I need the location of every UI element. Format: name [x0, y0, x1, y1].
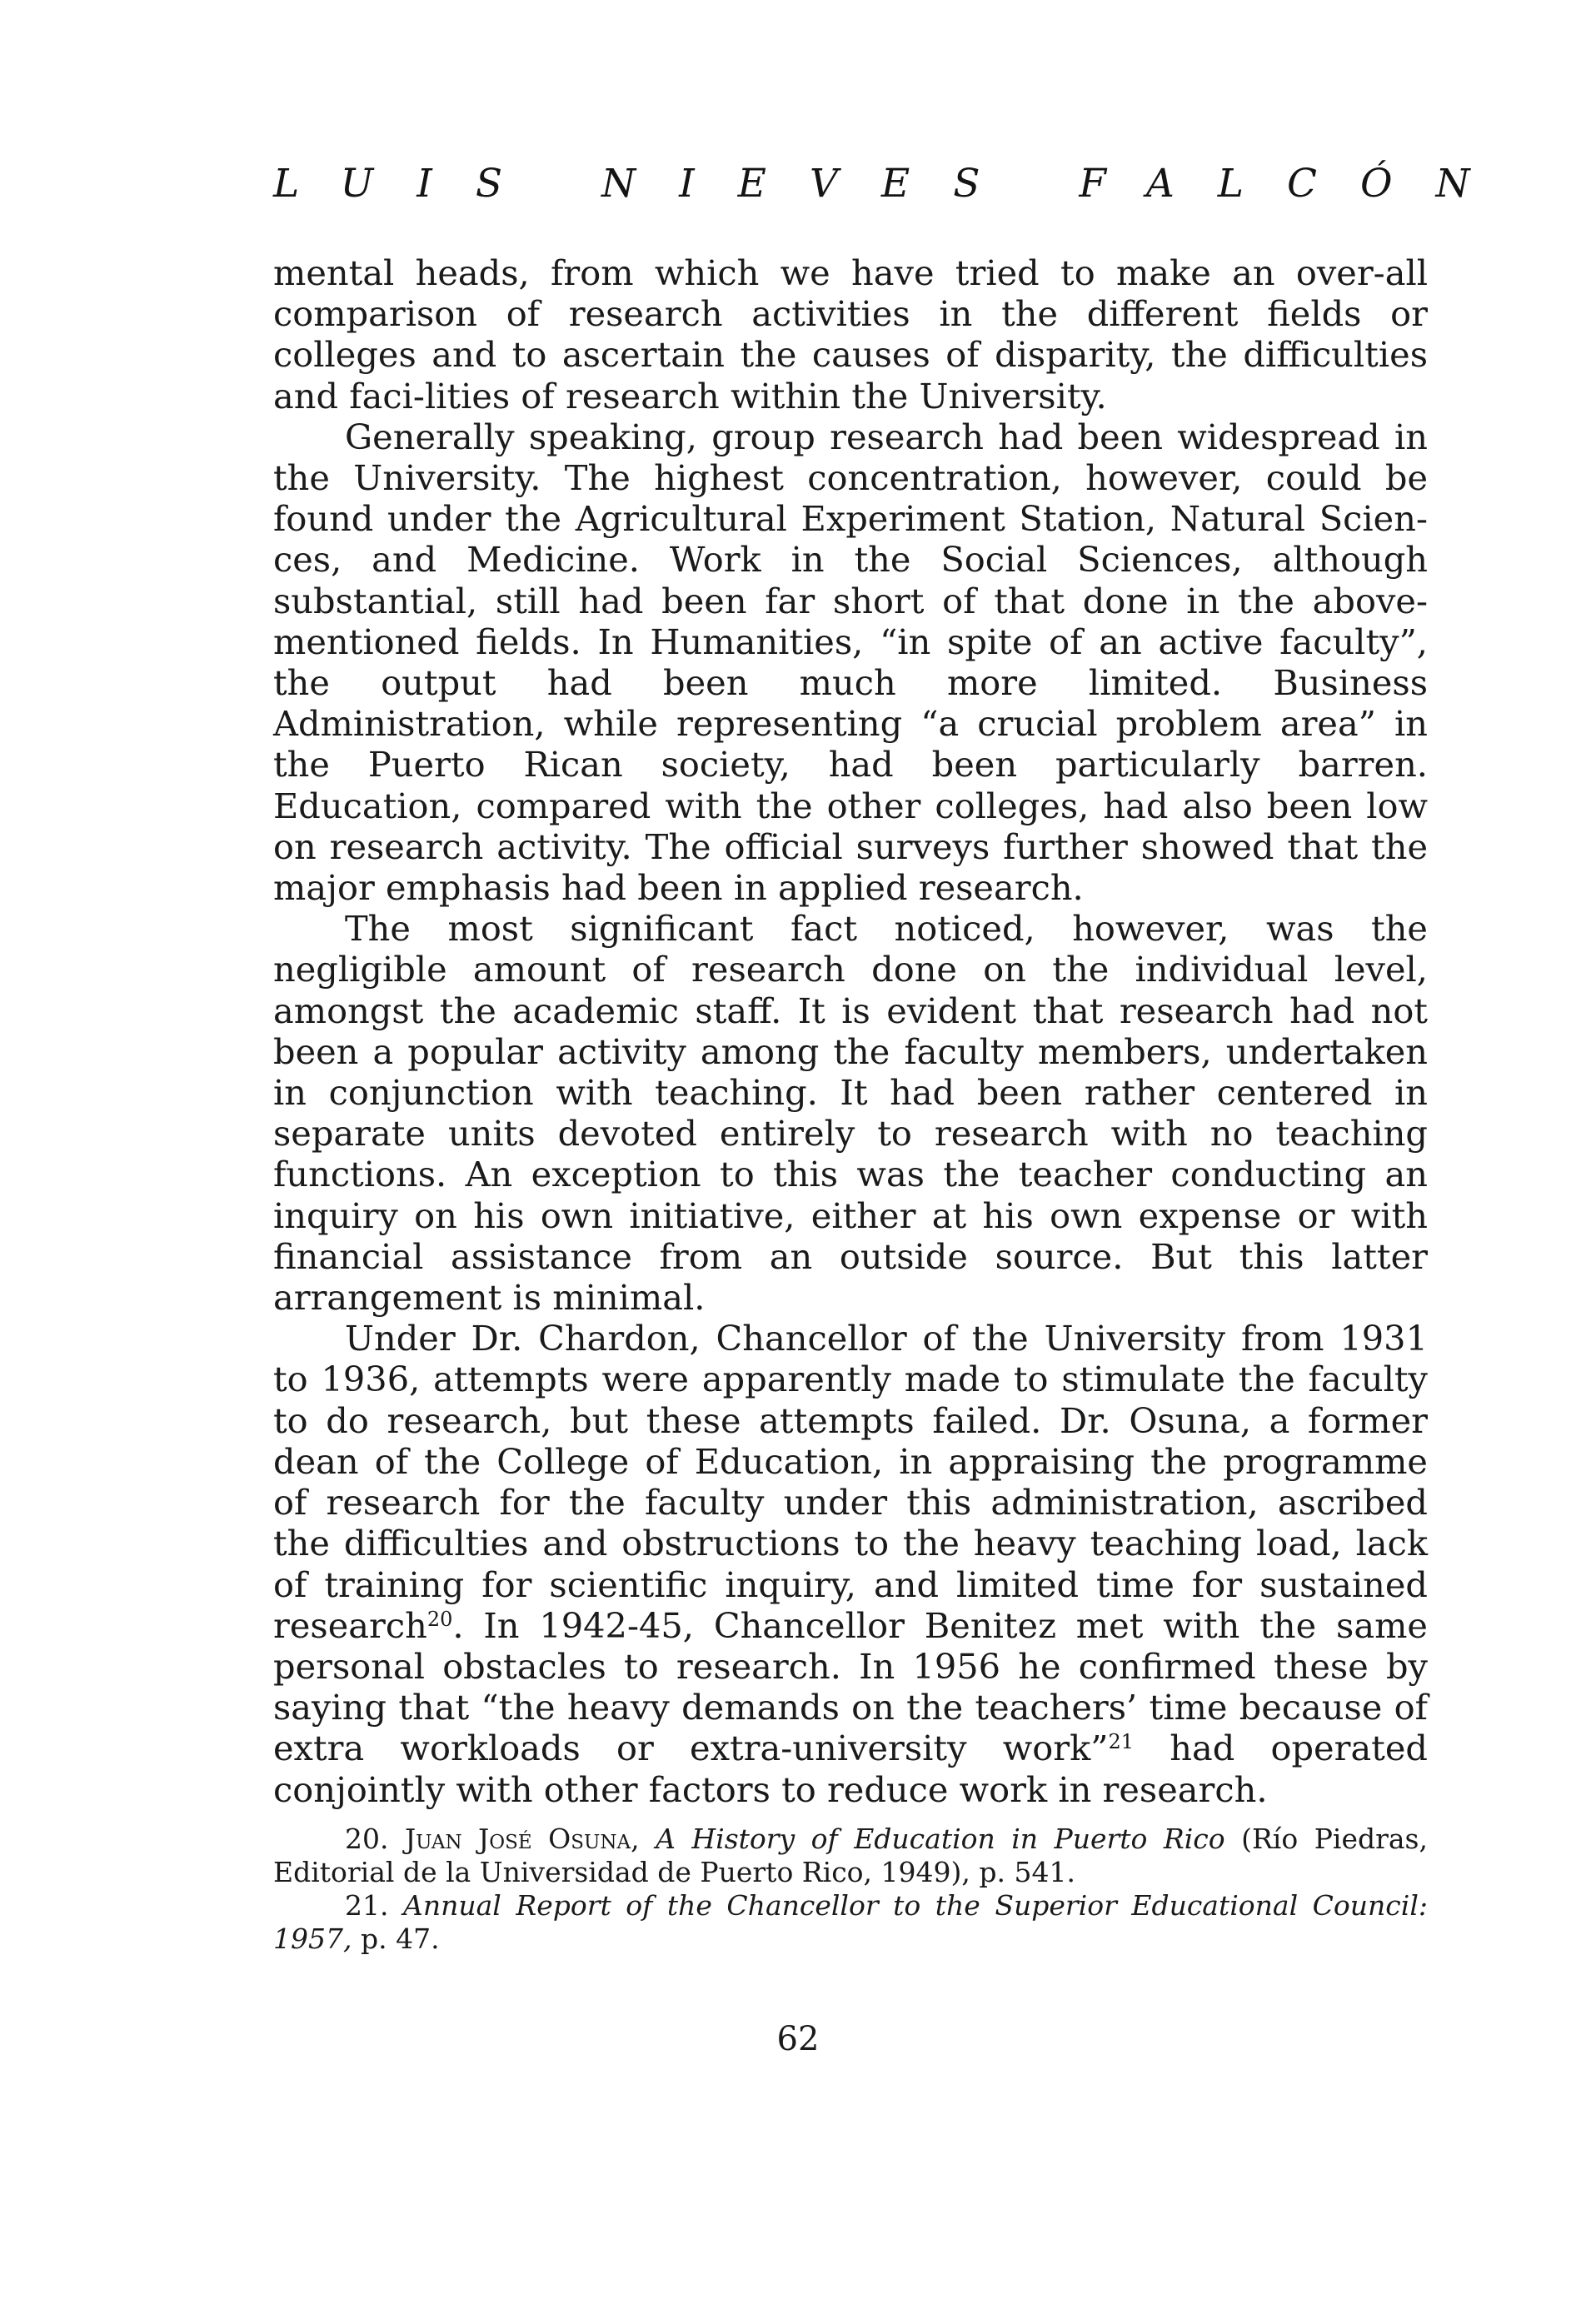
- footnote-number: 21.: [345, 1889, 389, 1922]
- body-text: [273, 252, 1428, 1810]
- running-header: LUIS NIEVES FALCÓN: [273, 161, 1514, 207]
- footnote-text: p. 47.: [360, 1922, 440, 1955]
- paragraph-text: Under Dr. Chardon, Chancellor of the University from 1931 to 1936, attempts were apparently made to stimulate the faculty to do research, but these attempts failed. Dr. Osuna, a former dean of the College of Education, in appraising the programme of research for the faculty under this administration, ascribed the difficulties and obstructions to the heavy teaching load, lack of training for scientific inquiry, and limited time for sustained research: [273, 1318, 1428, 1646]
- paragraph-text: had operated conjointly with other factors to reduce work in research.: [273, 1728, 1428, 1810]
- paragraph-continued: mental heads, from which we have tried to make an over-all comparison of research activities in the different fields or colleges and to ascertain the causes of disparity, the difficulties and faci-lities of research within the University.: [273, 252, 1428, 416]
- page-number: 62: [776, 2020, 820, 2058]
- paragraph: [273, 1318, 1428, 1809]
- footnote: [273, 1889, 1428, 1956]
- footnote-title: A History of Education in Puerto Rico: [656, 1823, 1225, 1855]
- footnote-author: Juan José Osuna,: [404, 1823, 640, 1855]
- footnote-reference: 20: [426, 1607, 453, 1631]
- footnote-text: (Río Piedras, Editorial de la Universidad de Puerto Rico, 1949), p. 541.: [273, 1823, 1428, 1888]
- paragraph-text: . In 1942-45, Chancellor Benitez met with the same personal obstacles to research. In 1956 he confirmed these by saying that “the heavy demands on the teachers’ time because of extra workloads or extra-university work”: [273, 1604, 1428, 1769]
- paragraph: The most significant fact noticed, however, was the negligible amount of research done on the individual level, amongst the academic staff. It is evident that research had not been a popular activity among the faculty members, undertaken in conjunction with teaching. It had been rather centered in separate units devoted entirely to research with no teaching functions. An exception to this was the teacher conducting an inquiry on his own initiative, either at his own expense or with financial assistance from an outside source. But this latter arrangement is minimal.: [273, 908, 1428, 1319]
- footnote-title: Annual Report of the Chancellor to the Superior Educational Council: 1957,: [273, 1889, 1428, 1955]
- footnote-reference: 21: [1108, 1730, 1135, 1754]
- paragraph: Generally speaking, group research had been widespread in the University. The highest concentration, however, could be found under the Agricultural Experiment Station, Natural Sciences, and Medicine. Work in the Social Sciences, although substantial, still had been far short of that done in the above-mentioned fields. In Humanities, “in spite of an active faculty”, the output had been much more limited. Business Administration, while representing “a crucial problem area” in the Puerto Rican society, had been particularly barren. Education, compared with the other colleges, had also been low on research activity. The official surveys further showed that the major emphasis had been in applied research.: [273, 416, 1428, 909]
- footnote-number: 20.: [345, 1823, 389, 1855]
- footnote: [273, 1823, 1428, 1889]
- footnotes: [273, 1823, 1428, 1956]
